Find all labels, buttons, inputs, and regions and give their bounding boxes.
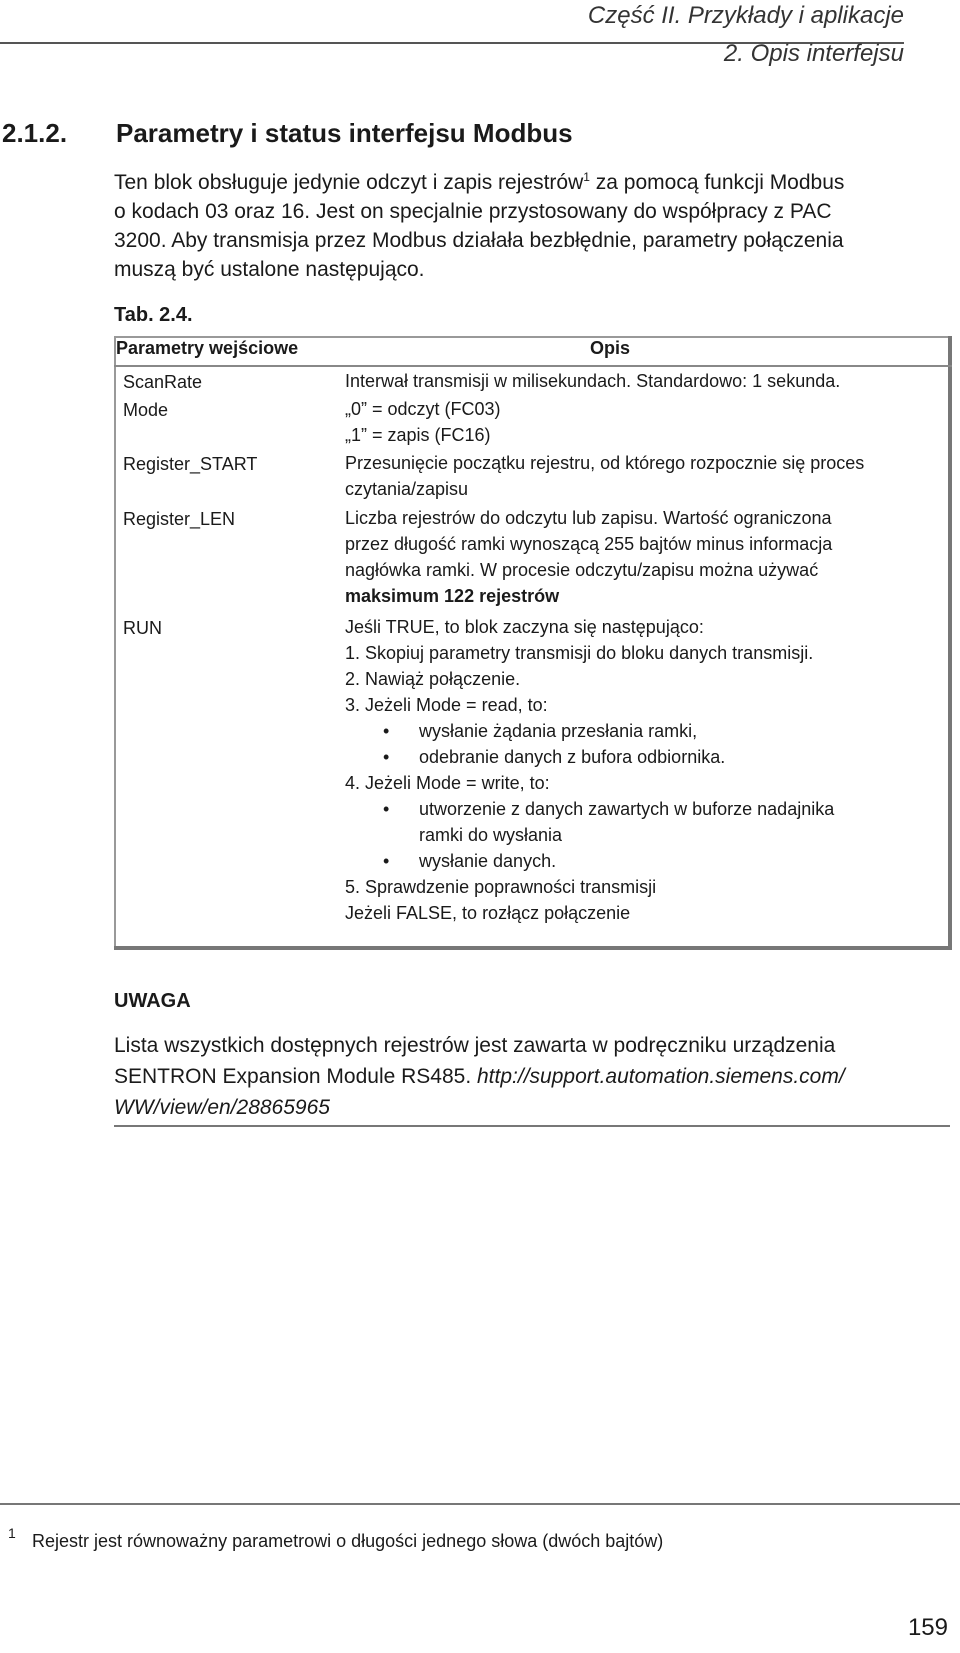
desc-line: Przesunięcie początku rejestru, od którego rozpocznie się proces <box>345 453 865 473</box>
table-border-bottom <box>114 946 952 950</box>
parameters-table <box>114 336 952 950</box>
desc-line: „0” = odczyt (FC03) <box>345 399 501 419</box>
desc-line: czytania/zapisu <box>345 479 469 499</box>
bullet-text: utworzenie z danych zawartych w buforze nadajnika <box>419 799 835 819</box>
bullet-text: wysłanie żądania przesłania ramki, <box>419 721 698 741</box>
run-intro: Jeśli TRUE, to blok zaczyna się następująco: <box>345 617 704 637</box>
section-title: Parametry i status interfejsu Modbus <box>116 118 573 148</box>
desc-register-len <box>345 505 941 609</box>
run-step-4-bullet-2 <box>345 848 941 874</box>
run-step-3: 3. Jeżeli Mode = read, to: <box>345 695 548 715</box>
section-number: 2.1.2. <box>2 118 68 148</box>
intro-line-2: o kodach 03 oraz 16. Jest on specjalnie przystosowany do współpracy z PAC <box>114 200 832 223</box>
intro-text: za pomocą funkcji Modbus <box>589 171 845 194</box>
intro-text: Ten blok obsługuje jedynie odczyt i zapis rejestrów <box>114 171 584 194</box>
desc-line: Liczba rejestrów do odczytu lub zapisu. Wartość ograniczona <box>345 508 832 528</box>
desc-line-bold: maksimum 122 rejestrów <box>345 586 560 606</box>
note-title: UWAGA <box>114 990 191 1012</box>
run-step-4: 4. Jeżeli Mode = write, to: <box>345 773 550 793</box>
note-text <box>114 1030 959 1123</box>
param-scanrate: ScanRate <box>123 372 203 392</box>
intro-line-4: muszą być ustalone następująco. <box>114 258 425 281</box>
header-separator <box>114 365 952 367</box>
manual-link[interactable]: http://support.automation.siemens.com/ <box>477 1065 845 1088</box>
running-header-part: Część II. Przykłady i aplikacje <box>587 2 904 29</box>
note-rule <box>114 1125 950 1127</box>
bullet-text: odebranie danych z bufora odbiornika. <box>419 747 726 767</box>
run-else: Jeżeli FALSE, to rozłącz połączenie <box>345 903 631 923</box>
run-step-3-bullet-2 <box>345 744 941 770</box>
param-register-start: Register_START <box>123 454 258 474</box>
running-header-chapter: 2. Opis interfejsu <box>723 40 904 67</box>
run-step-3-bullet-1 <box>345 718 941 744</box>
desc-line: Interwał transmisji w milisekundach. Standardowo: 1 sekunda. <box>345 371 841 391</box>
note-text-part: SENTRON Expansion Module RS485. <box>114 1065 477 1088</box>
table-border-right <box>948 336 952 950</box>
bullet: • <box>383 851 390 871</box>
bullet: • <box>383 747 390 767</box>
bullet-text-continuation: ramki do wysłania <box>419 825 563 845</box>
column-header-params: Parametry wejściowe <box>116 338 299 358</box>
table-label: Tab. 2.4. <box>114 304 193 326</box>
manual-link-continuation[interactable]: WW/view/en/28865965 <box>114 1096 330 1119</box>
note-line-1: Lista wszystkich dostępnych rejestrów jest zawarta w podręczniku urządzenia <box>114 1034 836 1057</box>
intro-line-1 <box>114 168 914 197</box>
param-register-len: Register_LEN <box>123 509 236 529</box>
intro-paragraph <box>114 168 914 284</box>
intro-line-3: 3200. Aby transmisja przez Modbus działała bezbłędnie, parametry połączenia <box>114 229 844 252</box>
param-run: RUN <box>123 618 162 638</box>
note-line-2 <box>114 1061 959 1092</box>
run-step-2: 2. Nawiąż połączenie. <box>345 669 521 689</box>
footnote-mark: 1 <box>8 1525 16 1541</box>
column-header-desc: Opis <box>590 338 631 358</box>
desc-run <box>345 614 941 926</box>
table-border-left <box>114 336 116 950</box>
run-step-5: 5. Sprawdzenie poprawności transmisji <box>345 877 657 897</box>
bullet: • <box>383 721 390 741</box>
run-step-1: 1. Skopiuj parametry transmisji do bloku danych transmisji. <box>345 643 814 663</box>
bullet-text: wysłanie danych. <box>419 851 557 871</box>
desc-scanrate <box>345 368 941 394</box>
footnote-text: Rejestr jest równoważny parametrowi o długości jednego słowa (dwóch bajtów) <box>32 1531 664 1551</box>
footnote-ref: 1 <box>583 170 590 184</box>
note-line-3 <box>114 1092 959 1123</box>
bullet: • <box>383 799 390 819</box>
param-mode: Mode <box>123 400 169 420</box>
page-number: 159 <box>907 1614 948 1641</box>
desc-register-start <box>345 450 941 502</box>
footnote-rule <box>0 1503 960 1505</box>
desc-line: nagłówka ramki. W procesie odczytu/zapisu można używać <box>345 560 819 580</box>
desc-mode <box>345 396 941 448</box>
desc-line: „1” = zapis (FC16) <box>345 425 491 445</box>
desc-line: przez długość ramki wynoszącą 255 bajtów minus informacja <box>345 534 833 554</box>
run-step-4-bullet-1 <box>345 796 941 822</box>
